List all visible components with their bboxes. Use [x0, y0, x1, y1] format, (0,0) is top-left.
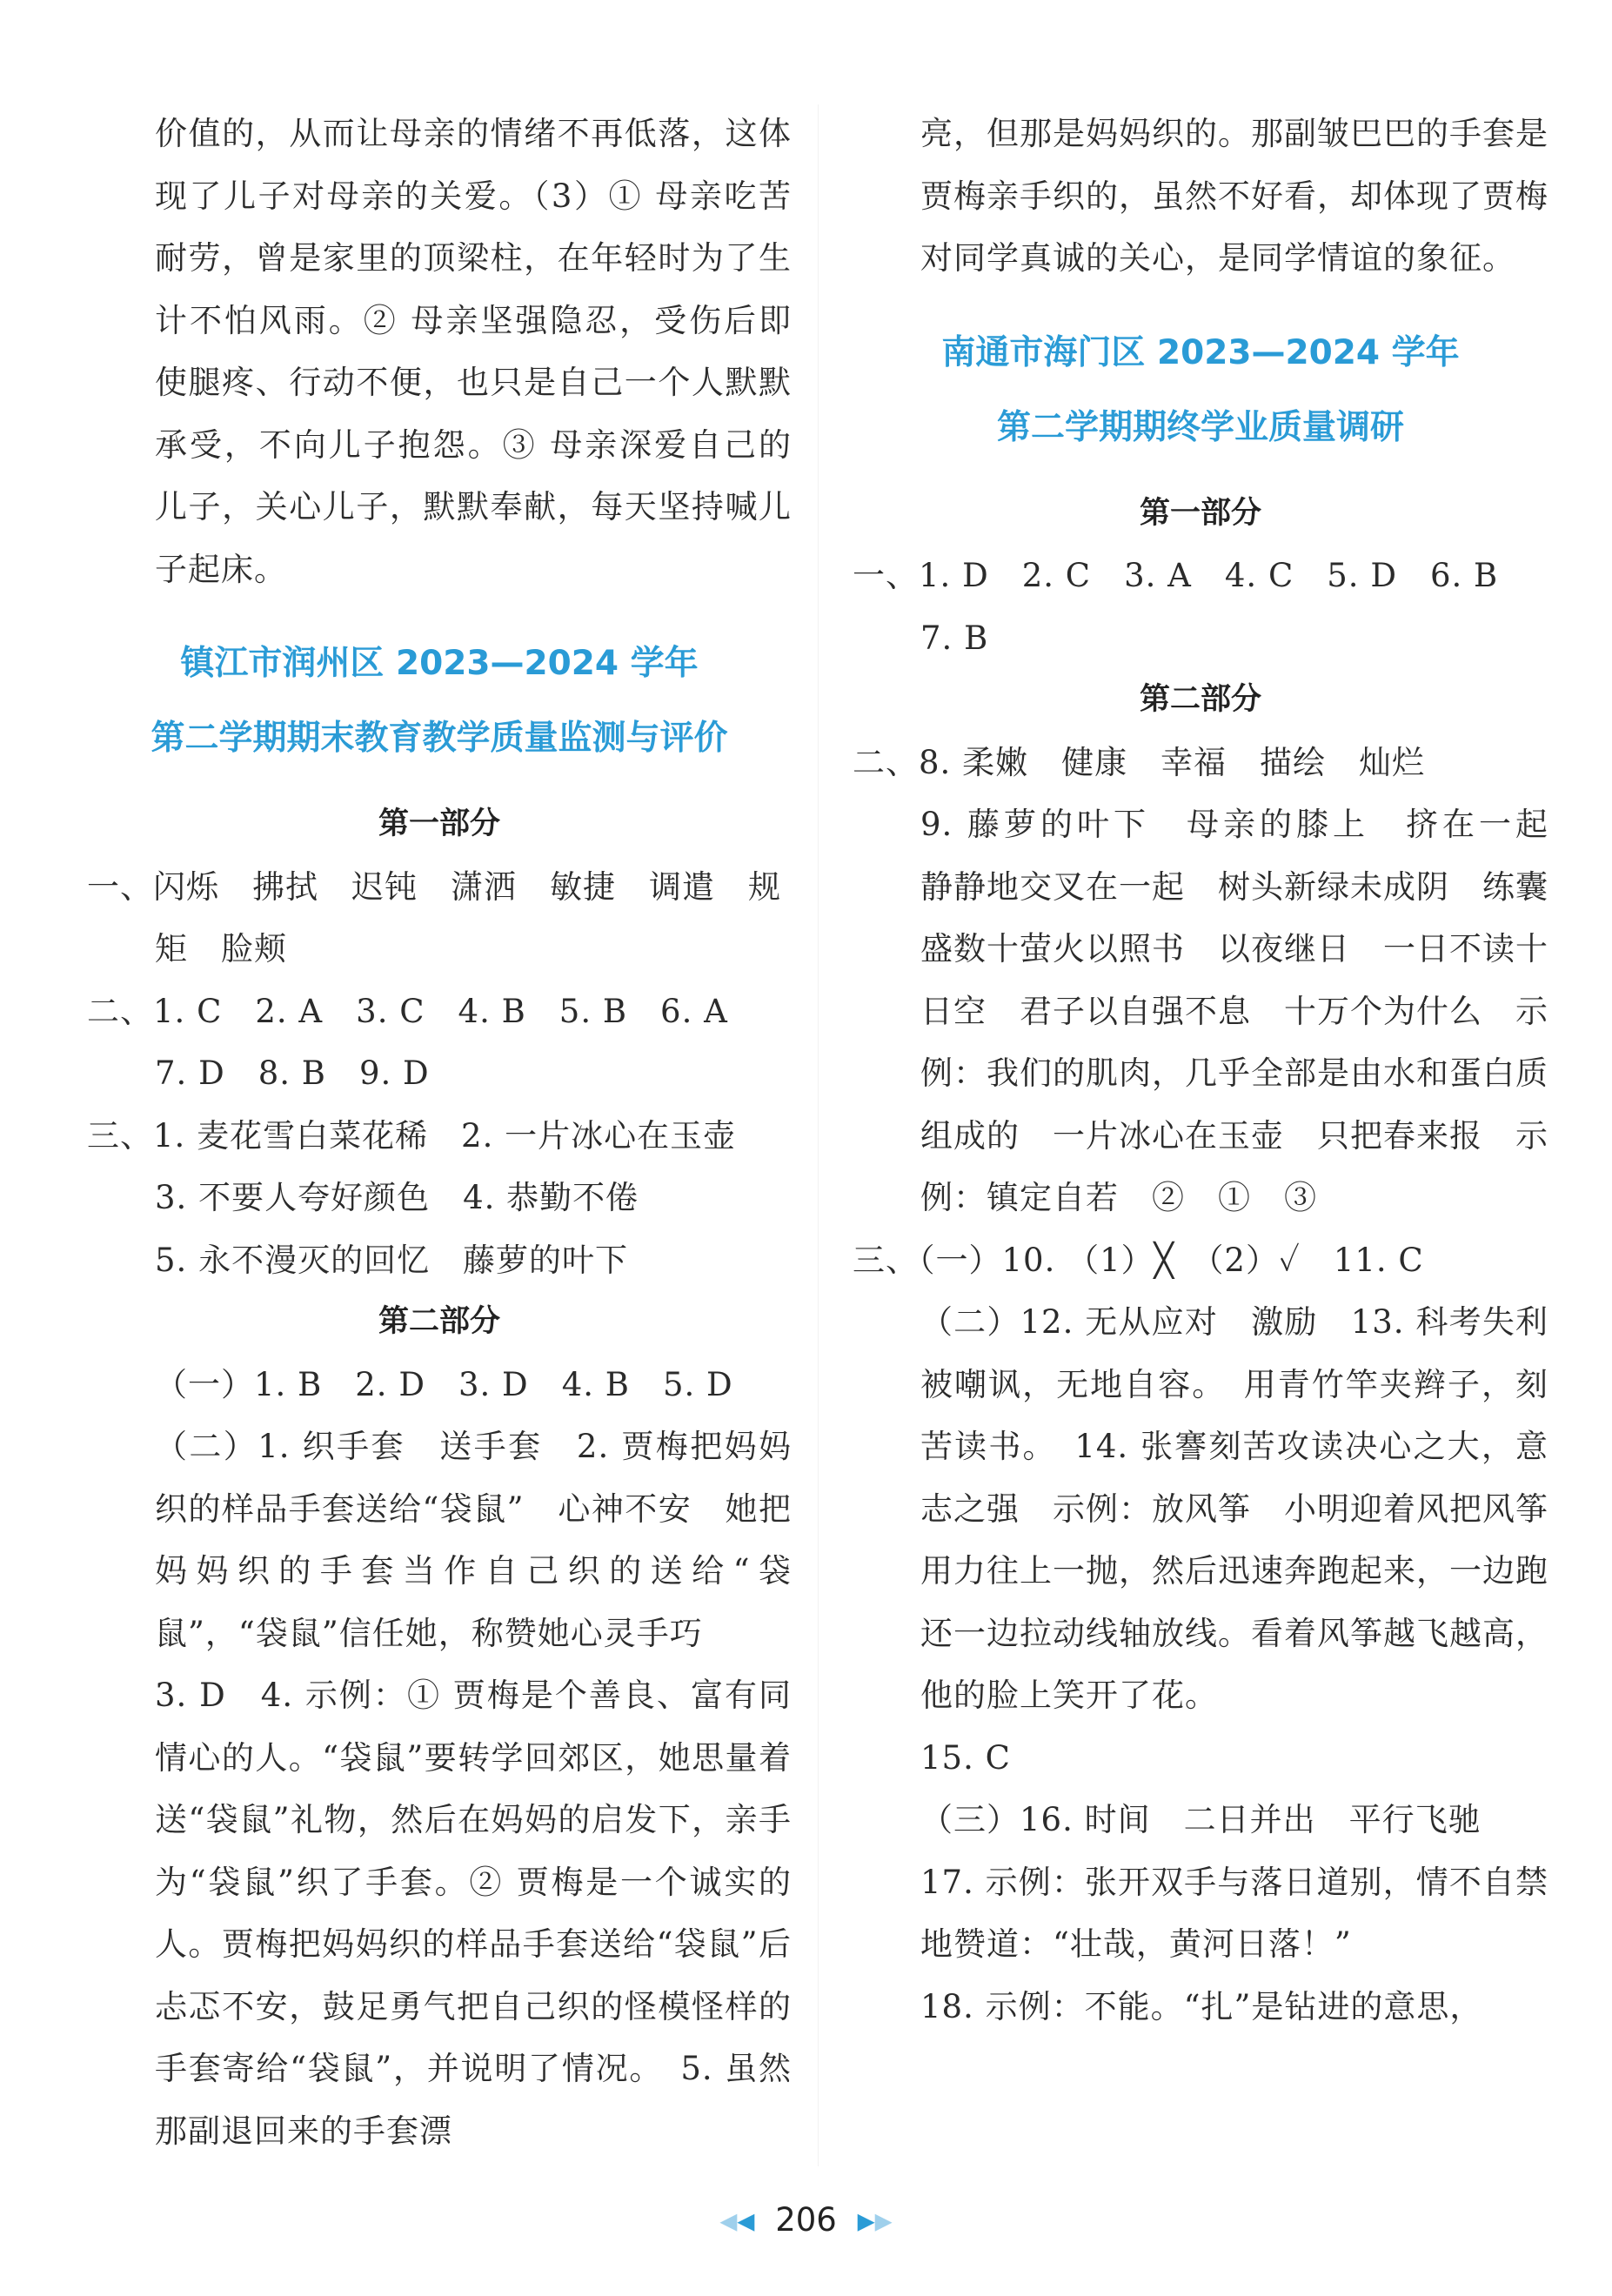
- section-title-line1: 南通市海门区 2023—2024 学年: [941, 332, 1460, 372]
- continued-answer-paragraph: 价值的，从而让母亲的情绪不再低落，这体现了儿子对母亲的关爱。（3）① 母亲吃苦耐劳，曾是家里的顶梁柱，在年轻时为了生计不怕风雨。② 母亲坚强隐忍，受伤后即使腿疼、行动不便，也只是自己一个人默默承受，不向儿子抱怨。③ 母亲深爱自己的儿子，关心儿子，默默奉献，每天坚持喊儿子起床。: [155, 115, 792, 588]
- column-divider: [818, 104, 819, 2166]
- continued-answer-paragraph: 亮，但那是妈妈织的。那副皱巴巴的手套是贾梅亲手织的，虽然不好看，却体现了贾梅对同学真诚的关心，是同学情谊的象征。: [920, 115, 1548, 277]
- answer-line: 三、1. 麦花雪白菜花稀 2. 一片冰心在玉壶: [87, 1116, 737, 1155]
- answer-line: 15. C: [920, 1738, 1011, 1777]
- answer-paragraph: 9. 藤萝的叶下 母亲的膝上 挤在一起 静静地交叉在一起 树头新绿未成阴 练囊盛数十萤火以照书 以夜继日 一日不读十日空 君子以自强不息 十万个为什么 示例：我们的肌肉，几乎全部是由水和蛋白质组成的 一片冰心在玉壶 只把春来报 示例：镇定自若 ② ① ③: [920, 806, 1582, 1216]
- answer-line: （三）16. 时间 二日并出 平行飞驰: [920, 1801, 1482, 1838]
- section-title-line1: 镇江市润州区 2023—2024 学年: [180, 644, 699, 683]
- answer-paragraph: （二）12. 无从应对 激励 13. 科考失利被嘲讽，无地自容。 用青竹竿夹辫子，刻苦读书。 14. 张謇刻苦攻读决心之大，意志之强 示例：放风筝 小明迎着风把风筝用力往上一抛，然后迅速奔跑起来，一边跑还一边拉动线轴放线。看着风筝越飞越高，他的脸上笑开了花。: [920, 1303, 1548, 1714]
- answer-line: 3. 不要人夸好颜色 4. 恭勤不倦: [155, 1179, 639, 1216]
- answer-line: 二、8. 柔嫩 健康 幸福 描绘 灿烂: [853, 743, 1426, 781]
- answer-paragraph: 3. D 4. 示例：① 贾梅是个善良、富有同情心的人。“袋鼠”要转学回郊区，她思量着送“袋鼠”礼物，然后在妈妈的启发下，亲手为“袋鼠”织了手套。② 贾梅是一个诚实的人。贾梅把妈妈织的样品手套送给“袋鼠”后忐忑不安，鼓足勇气把自己织的怪模怪样的手套寄给“袋鼠”，并说明了情况。 5. 虽然那副退回来的手套漂: [155, 1677, 792, 2150]
- page-footer: [0, 2201, 1612, 2239]
- answer-line: （一）1. B 2. D 3. D 4. B 5. D: [155, 1365, 733, 1403]
- nav-next-icon: ▶: [857, 2208, 875, 2235]
- answer-paragraph: 17. 示例：张开双手与落日道别，情不自禁地赞道：“壮哉，黄河日落！”: [920, 1863, 1548, 1963]
- page-number: 206: [775, 2201, 837, 2239]
- nav-next-small-icon: ▶: [874, 2208, 893, 2235]
- answer-line: 二、1. C 2. A 3. C 4. B 5. B 6. A 7. D 8. B 9. D: [87, 992, 761, 1092]
- answer-paragraph: 18. 示例：不能。“扎”是钻进的意思，: [920, 1987, 1483, 2025]
- nav-prev-small-icon: ◀: [719, 2208, 738, 2235]
- part-one-heading: 第一部分: [1139, 495, 1261, 531]
- section-title-line2: 第二学期期末教育教学质量监测与评价: [150, 719, 728, 758]
- right-column: [853, 103, 1582, 2038]
- answer-line: 一、1. D 2. C 3. A 4. C 5. D 6. B 7. B: [853, 557, 1532, 657]
- part-one-heading: 第一部分: [378, 807, 500, 841]
- left-column: [87, 103, 792, 2162]
- answer-line: 三、（一）10. （1）╳ （2）✓ 11. C: [853, 1241, 1424, 1279]
- answer-paragraph: （二）1. 织手套 送手套 2. 贾梅把妈妈织的样品手套送给“袋鼠” 心神不安 她把妈妈织的手套当作自己织的送给“袋鼠”，“袋鼠”信任她，称赞她心灵手巧: [155, 1428, 792, 1652]
- answer-line: 一、闪烁 拂拭 迟钝 潇洒 敏捷 调遣 规矩 脸颊: [87, 867, 781, 967]
- part-two-heading: 第二部分: [1139, 682, 1261, 717]
- nav-prev-icon: ◀: [737, 2208, 755, 2235]
- part-two-heading: 第二部分: [378, 1304, 500, 1339]
- section-title-line2: 第二学期期终学业质量调研: [996, 407, 1404, 447]
- answer-line: 5. 永不漫灭的回忆 藤萝的叶下: [155, 1241, 629, 1279]
